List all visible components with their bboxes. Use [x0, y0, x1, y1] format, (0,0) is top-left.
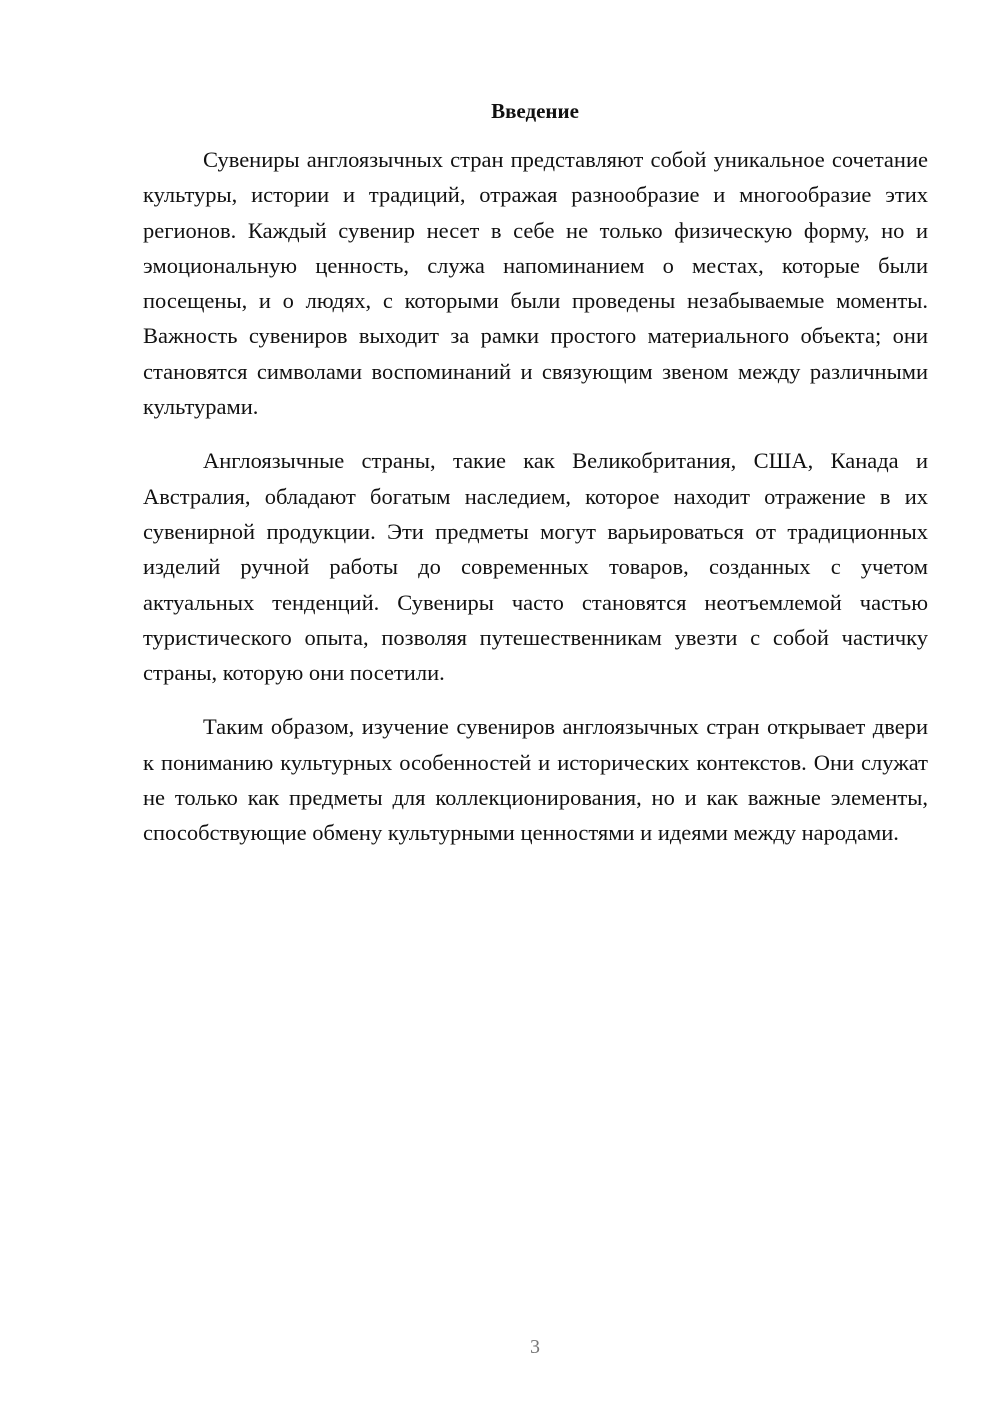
paragraph-1: Сувениры англоязычных стран представляют собой уникальное сочетание культуры, истории и традиций, отражая разнообразие и многообразие этих регионов. Каждый сувенир несет в себе не только физическую форму, но и эмоциональную ценность, служа напоминанием о местах, которые были посещены, и о людях, с которыми были проведены незабываемые моменты. Важность сувениров выходит за рамки простого материального объекта; они становятся символами воспоминаний и связующим звеном между различными культурами.	[143, 147, 928, 420]
paragraph-3: Таким образом, изучение сувениров англоязычных стран открывает двери к пониманию культурных особенностей и исторических контекстов. Они служат не только как предметы для коллекционирования, но и как важные элементы, способствующие обмену культурными ценностями и идеями между народами.	[143, 714, 928, 846]
paragraph-2: Англоязычные страны, такие как Великобритания, США, Канада и Австралия, обладают богатым наследием, которое находит отражение в их сувенирной продукции. Эти предметы могут варьироваться от традиционных изделий ручной работы до современных товаров, созданных с учетом актуальных тенденций. Сувениры часто становятся неотъемлемой частью туристического опыта, позволяя путешественникам увезти с собой частичку страны, которую они посетили.	[143, 448, 928, 686]
document-body	[143, 142, 928, 851]
page-title: Введение	[491, 99, 579, 123]
page-number: 3	[530, 1336, 540, 1358]
